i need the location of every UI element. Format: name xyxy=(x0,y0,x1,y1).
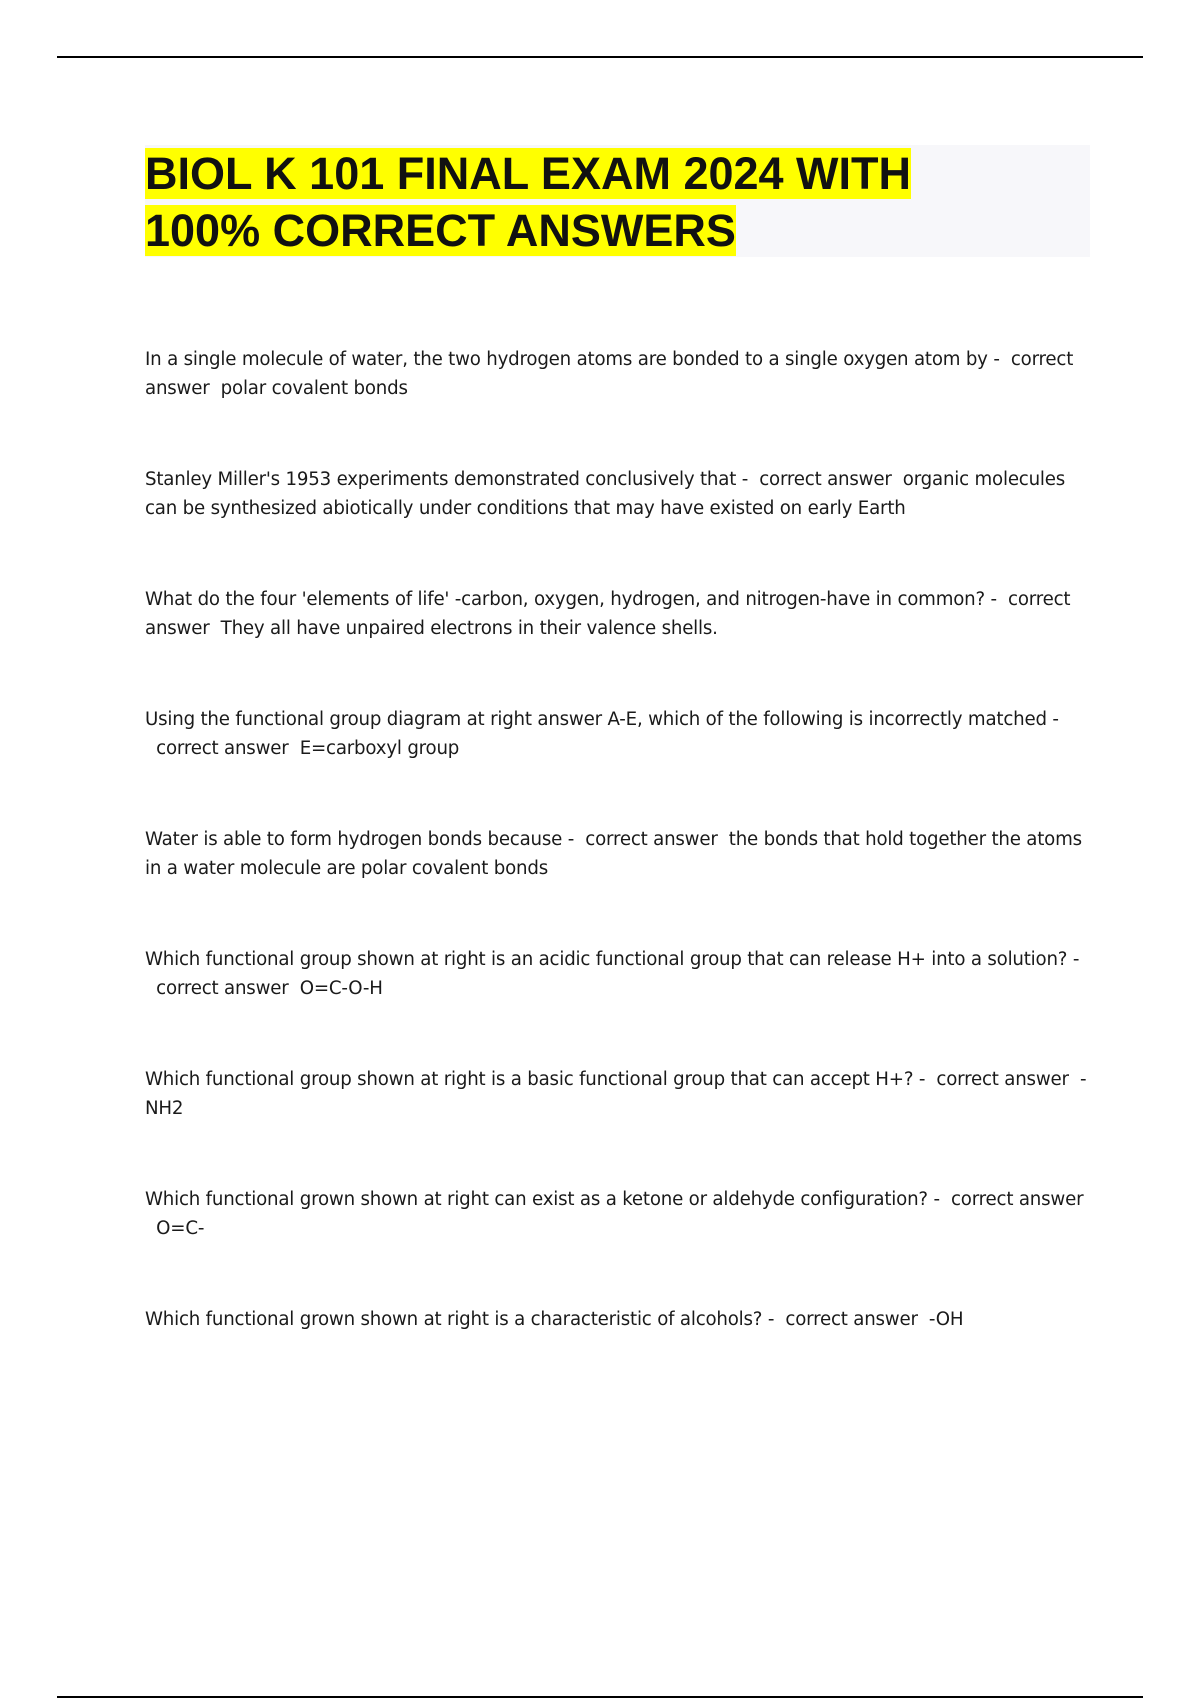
answer-marker: correct answer xyxy=(145,349,1074,399)
question-text: In a single molecule of water, the two hydrogen atoms are bonded to a single oxygen atom by - xyxy=(145,349,1000,370)
qa-item xyxy=(145,465,1090,585)
answer-marker: correct answer xyxy=(951,1189,1084,1210)
page-title xyxy=(145,145,1090,259)
qa-item xyxy=(145,1305,1090,1425)
title-block xyxy=(145,145,1090,257)
qa-item xyxy=(145,1185,1090,1305)
answer-text: O=C- xyxy=(156,1218,205,1239)
answer-marker: correct answer xyxy=(145,589,1071,639)
title-line-2: 100% CORRECT ANSWERS xyxy=(145,205,736,256)
qa-item xyxy=(145,345,1090,465)
qa-item xyxy=(145,945,1090,1065)
title-line-1: BIOL K 101 FINAL EXAM 2024 WITH xyxy=(145,148,912,199)
question-text: Which functional grown shown at right is a characteristic of alcohols? - xyxy=(145,1309,775,1330)
answer-text: O=C-O-H xyxy=(299,978,383,999)
top-rule xyxy=(57,56,1143,58)
answer-text: polar covalent bonds xyxy=(220,378,408,399)
question-text: Which functional grown shown at right can exist as a ketone or aldehyde configuration? - xyxy=(145,1189,940,1210)
answer-marker: correct answer xyxy=(785,1309,918,1330)
answer-text: They all have unpaired electrons in their valence shells. xyxy=(220,618,718,639)
qa-item xyxy=(145,825,1090,945)
answer-text: -OH xyxy=(928,1309,964,1330)
answer-marker: correct answer xyxy=(156,978,289,999)
answer-text: E=carboxyl group xyxy=(299,738,460,759)
answer-marker: correct answer xyxy=(585,829,718,850)
answer-marker: correct answer xyxy=(936,1069,1069,1090)
question-answer-list xyxy=(145,345,1090,1425)
question-text: Stanley Miller's 1953 experiments demonstrated conclusively that - xyxy=(145,469,749,490)
question-text: Water is able to form hydrogen bonds because - xyxy=(145,829,575,850)
answer-text: organic molecules can be synthesized abiotically under conditions that may have existed on early Earth xyxy=(145,469,1066,519)
qa-item xyxy=(145,585,1090,705)
question-text: Which functional group shown at right is an acidic functional group that can release H+ into a solution? - xyxy=(145,949,1080,970)
answer-marker: correct answer xyxy=(759,469,892,490)
answer-marker: correct answer xyxy=(156,738,289,759)
qa-item xyxy=(145,1065,1090,1185)
question-text: What do the four 'elements of life' -carbon, oxygen, hydrogen, and nitrogen-have in common? - xyxy=(145,589,997,610)
question-text: Which functional group shown at right is a basic functional group that can accept H+? - xyxy=(145,1069,926,1090)
qa-item xyxy=(145,705,1090,825)
answer-text: -NH2 xyxy=(145,1069,1087,1119)
bottom-rule xyxy=(57,1696,1143,1698)
question-text: Using the functional group diagram at right answer A-E, which of the following is incorrectly matched - xyxy=(145,709,1059,730)
answer-text: the bonds that hold together the atoms in a water molecule are polar covalent bonds xyxy=(145,829,1082,879)
